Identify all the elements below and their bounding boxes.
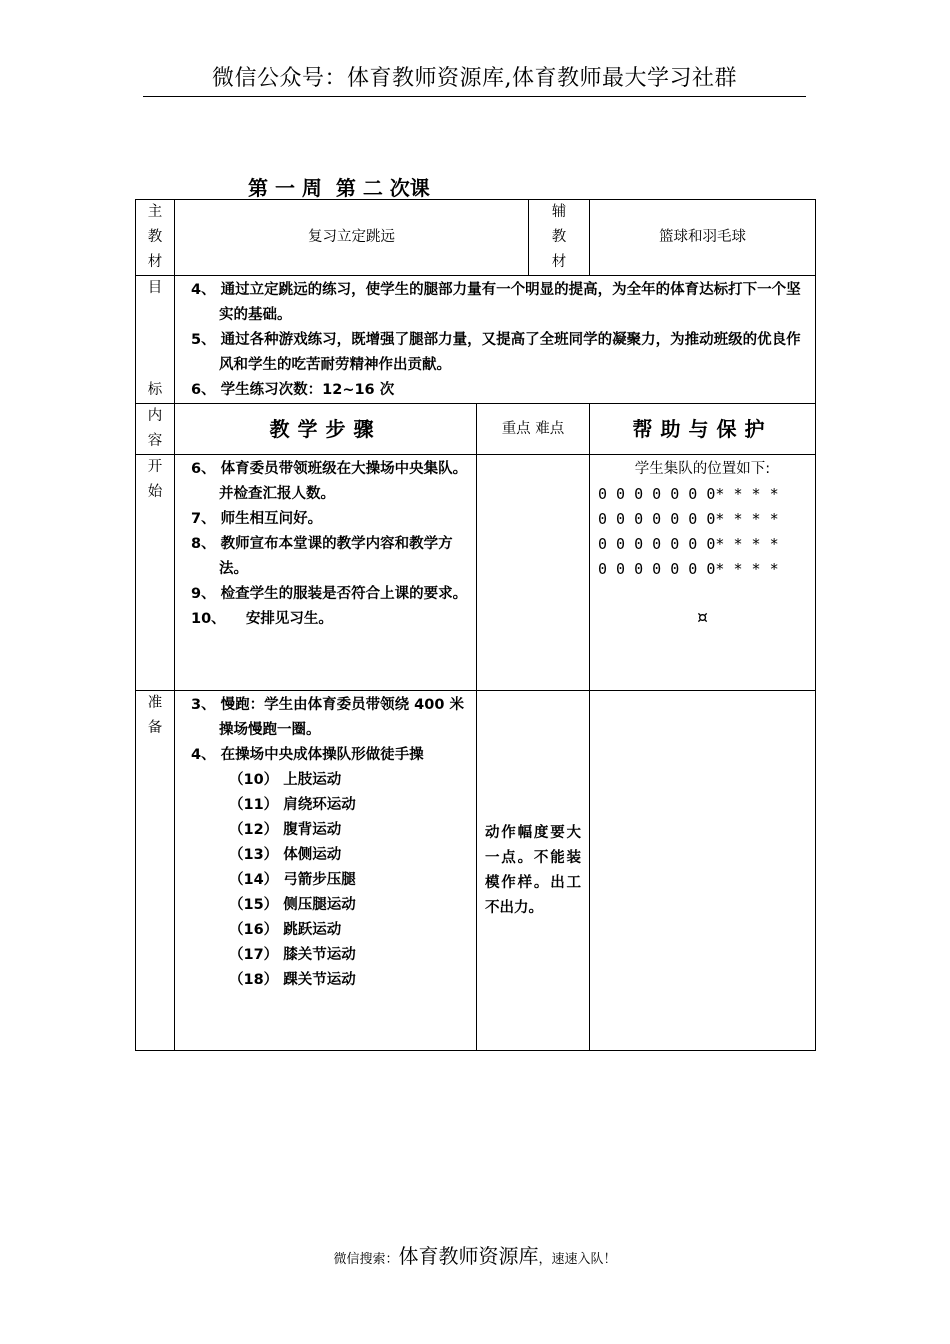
goals-content: [175, 276, 816, 404]
prep-help: [590, 691, 816, 1051]
exercise-item: （12） 腹背运动: [229, 822, 342, 838]
goals-row: [136, 276, 816, 404]
formation-row: 0 0 0 0 0 0 0* * * *: [598, 485, 779, 503]
exercise-item: （18） 踝关节运动: [229, 972, 356, 988]
aux-material-label: 辅 教 材: [529, 200, 590, 276]
content-header-row: [136, 404, 816, 455]
step-item: 10、 安排见习生。: [191, 611, 333, 627]
footer-suffix: ，速速入队！: [538, 1252, 617, 1267]
footer-prefix: 微信搜索：: [333, 1252, 399, 1267]
start-help: [590, 455, 816, 691]
step-item: 9、 检查学生的服装是否符合上课的要求。: [191, 586, 468, 602]
goal-item: 6、 学生练习次数：12~16 次: [191, 382, 395, 398]
prep-steps: [175, 691, 477, 1051]
steps-header: 教学步骤: [175, 404, 477, 455]
formation-title: 学生集队的位置如下:: [634, 461, 771, 477]
formation-row: 0 0 0 0 0 0 0* * * *: [598, 535, 779, 553]
start-steps: [175, 455, 477, 691]
content-label: 内 容: [136, 404, 175, 455]
prep-label: 准 备: [136, 691, 175, 1051]
main-material-row: [136, 200, 816, 276]
key-points-header: 重点 难点: [477, 404, 590, 455]
step-item: 3、 慢跑：学生由体育委员带领绕 400 米操场慢跑一圈。: [191, 697, 464, 738]
exercise-item: （15） 侧压腿运动: [229, 897, 356, 913]
exercise-item: （13） 体侧运动: [229, 847, 342, 863]
goals-label: 目 标: [136, 276, 175, 404]
formation-row: 0 0 0 0 0 0 0* * * *: [598, 510, 779, 528]
page-footer: [0, 1240, 950, 1269]
help-header: 帮助与保护: [590, 404, 816, 455]
page-header: 微信公众号：体育教师资源库,体育教师最大学习社群: [143, 62, 806, 97]
goal-item: 5、 通过各种游戏练习，既增强了腿部力量，又提高了全班同学的凝聚力，为推动班级的优良作风和学生的吃苦耐劳精神作出贡献。: [191, 332, 801, 373]
goal-item: 4、 通过立定跳远的练习，使学生的腿部力量有一个明显的提高，为全年的体育达标打下一个坚实的基础。: [191, 282, 801, 323]
start-row: [136, 455, 816, 691]
prep-row: [136, 691, 816, 1051]
step-item: 7、 师生相互问好。: [191, 511, 323, 527]
exercise-item: （16） 跳跃运动: [229, 922, 342, 938]
lesson-title: 第 一 周 第 二 次课: [248, 176, 430, 200]
start-label: 开 始: [136, 455, 175, 691]
step-item: 6、 体育委员带领班级在大操场中央集队。并检查汇报人数。: [191, 461, 468, 502]
lesson-plan-table: [135, 199, 816, 1051]
step-item: 8、 教师宣布本堂课的教学内容和教学方法。: [191, 536, 453, 577]
formation-row: 0 0 0 0 0 0 0* * * *: [598, 560, 779, 578]
exercise-item: （11） 肩绕环运动: [229, 797, 356, 813]
footer-main: 体育教师资源库: [398, 1244, 539, 1268]
exercise-item: （10） 上肢运动: [229, 772, 342, 788]
prep-key-points: 动作幅度要大一点。不能装模作样。出工不出力。: [477, 691, 590, 1051]
main-material-content: 复习立定跳远: [175, 200, 529, 276]
aux-material-content: 篮球和羽毛球: [590, 200, 816, 276]
exercise-item: （14） 弓箭步压腿: [229, 872, 356, 888]
start-key-points: [477, 455, 590, 691]
teacher-position-icon: ¤: [697, 608, 708, 628]
main-material-label: 主 教 材: [136, 200, 175, 276]
step-item: 4、 在操场中央成体操队形做徒手操: [191, 747, 424, 763]
exercise-item: （17） 膝关节运动: [229, 947, 356, 963]
